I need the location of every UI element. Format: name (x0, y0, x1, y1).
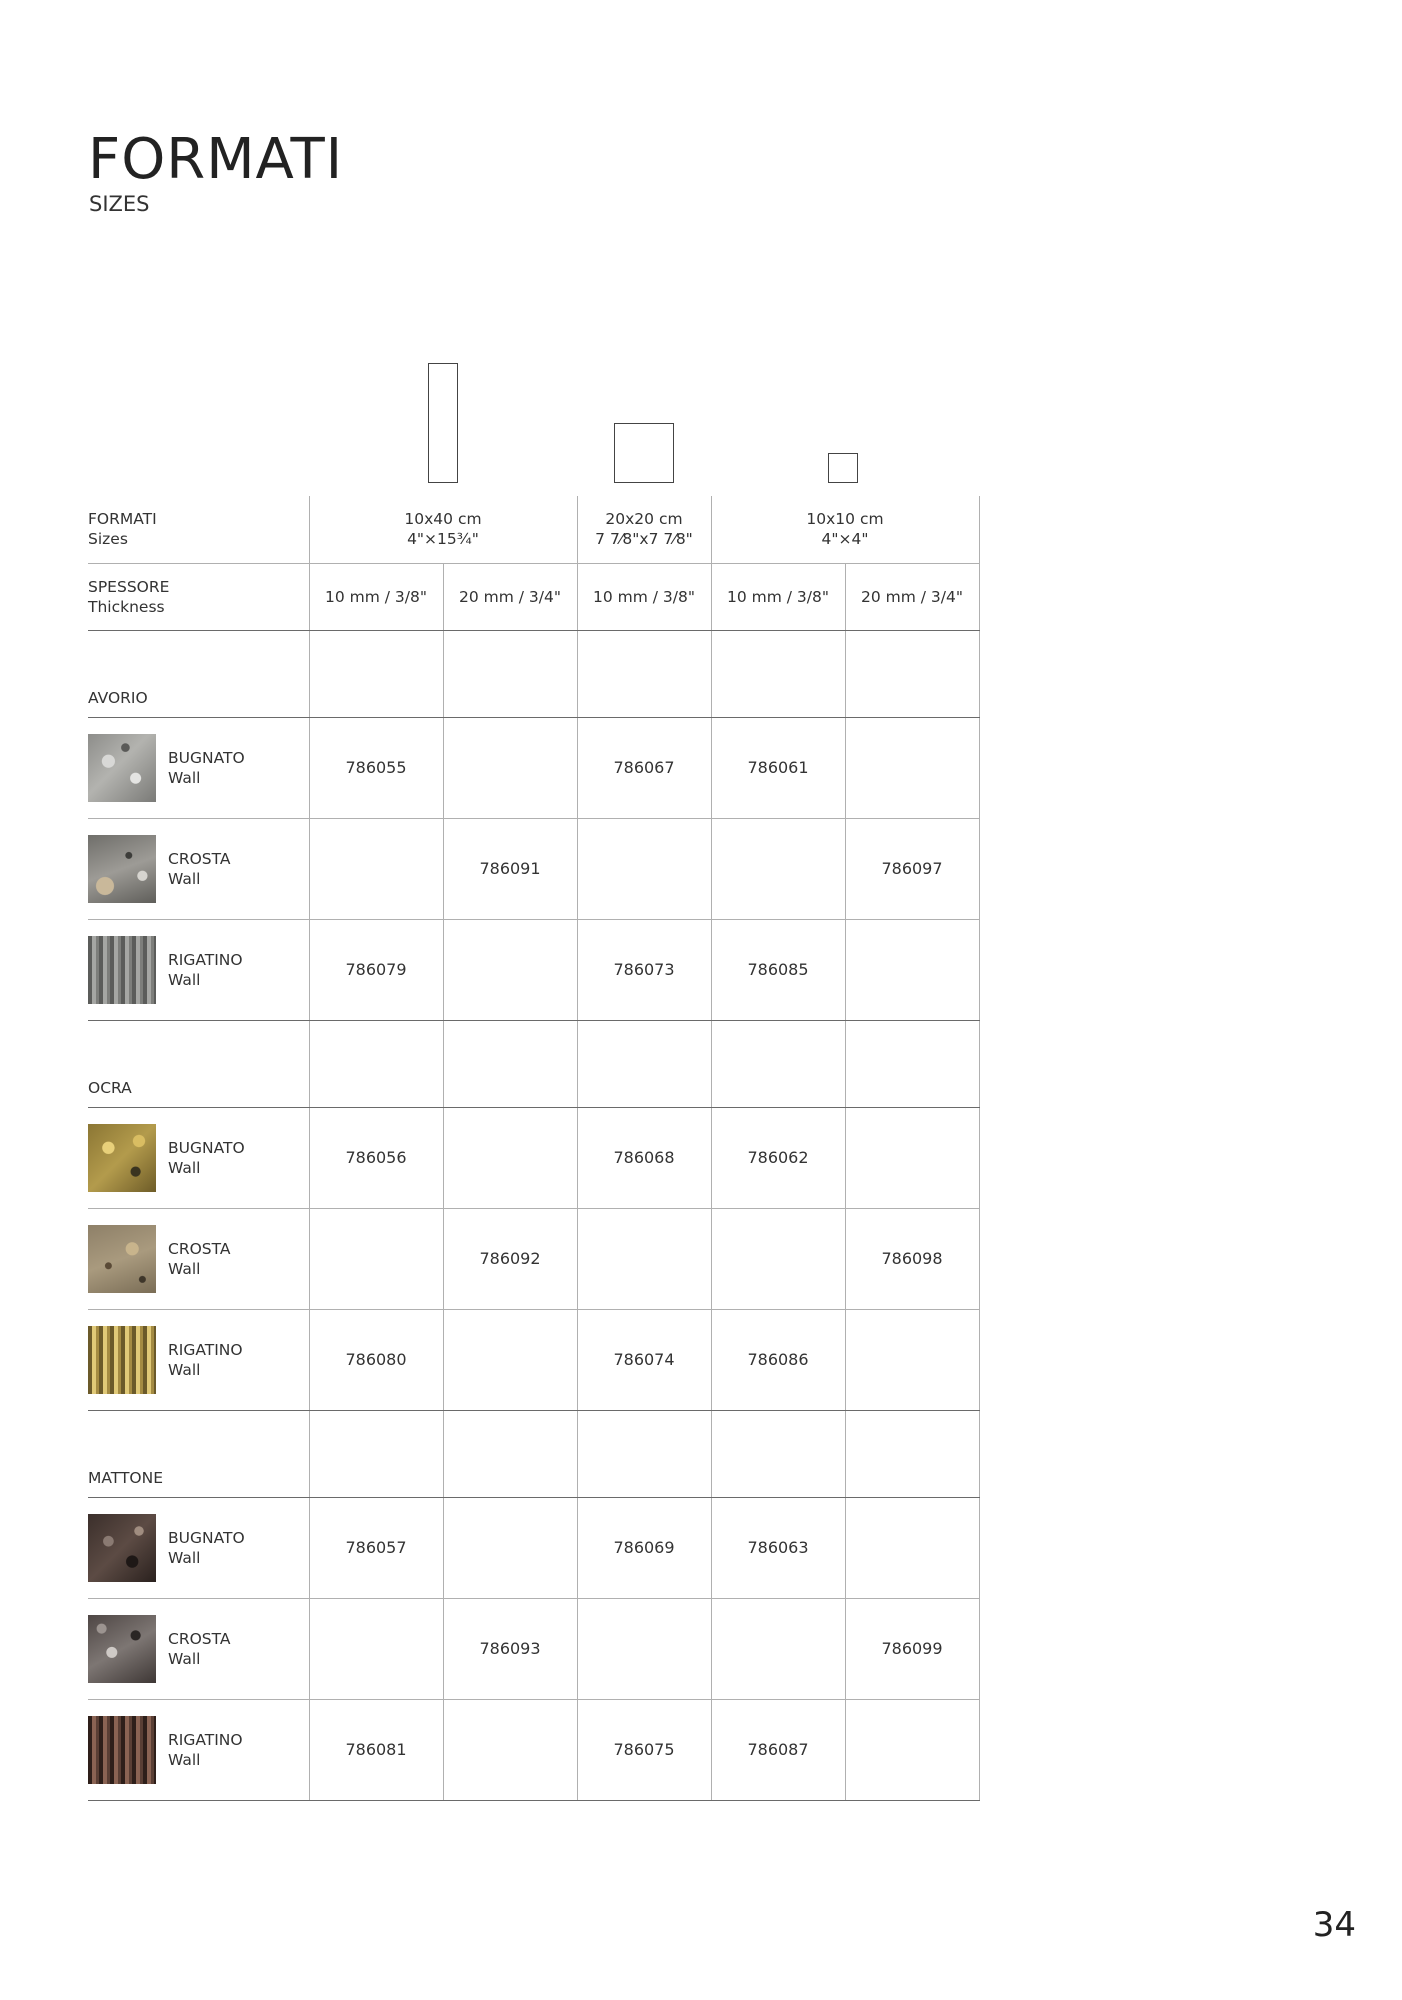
product-code: 786075 (577, 1699, 711, 1800)
product-code: 786057 (309, 1497, 443, 1598)
product-sub: Wall (168, 1158, 201, 1177)
product-code: 786079 (309, 919, 443, 1020)
thickness-cell: 10 mm / 3/8" (711, 563, 845, 630)
empty-cell (309, 1020, 443, 1107)
table-row (88, 818, 979, 919)
group-label: AVORIO (88, 630, 309, 717)
group-label: MATTONE (88, 1410, 309, 1497)
formats-label-cell (88, 496, 309, 563)
thickness-cell: 20 mm / 3/4" (443, 563, 577, 630)
product-name: BUGNATO (168, 1138, 245, 1157)
empty-cell (845, 630, 979, 717)
product-swatch (88, 1326, 156, 1394)
product-code: 786068 (577, 1107, 711, 1208)
empty-cell (309, 1410, 443, 1497)
format-shape-20x20 (614, 423, 674, 483)
product-name: RIGATINO (168, 1730, 243, 1749)
product-code (443, 1699, 577, 1800)
product-code: 786067 (577, 717, 711, 818)
table-row (88, 1107, 979, 1208)
product-cell (88, 818, 309, 919)
product-code (443, 1309, 577, 1410)
format-shape-10x10 (828, 453, 858, 483)
product-code: 786061 (711, 717, 845, 818)
product-cell (88, 1208, 309, 1309)
product-code: 786080 (309, 1309, 443, 1410)
product-swatch (88, 734, 156, 802)
empty-cell (711, 630, 845, 717)
table-row (88, 1208, 979, 1309)
thickness-cell: 10 mm / 3/8" (309, 563, 443, 630)
product-sub: Wall (168, 1750, 201, 1769)
product-code (711, 1208, 845, 1309)
product-swatch (88, 1615, 156, 1683)
product-sub: Wall (168, 1649, 201, 1668)
product-cell (88, 1699, 309, 1800)
thickness-sublabel: Thickness (88, 597, 165, 616)
sizes-table (88, 496, 980, 1801)
product-name: RIGATINO (168, 950, 243, 969)
table-row (88, 1497, 979, 1598)
product-code (845, 1497, 979, 1598)
table-row (88, 1598, 979, 1699)
product-code (845, 1107, 979, 1208)
product-code: 786091 (443, 818, 577, 919)
product-name: RIGATINO (168, 1340, 243, 1359)
format-shape-10x40 (428, 363, 458, 483)
thickness-cell: 20 mm / 3/4" (845, 563, 979, 630)
format-metric: 10x40 cm (404, 510, 482, 529)
product-code: 786085 (711, 919, 845, 1020)
page-number: 34 (1312, 1905, 1356, 1945)
format-imperial: 7 7⁄8"x7 7⁄8" (595, 530, 693, 549)
product-sub: Wall (168, 1548, 201, 1567)
product-name: CROSTA (168, 1239, 231, 1258)
product-code (845, 919, 979, 1020)
product-code (577, 1598, 711, 1699)
product-cell (88, 1309, 309, 1410)
group-row (88, 630, 979, 717)
format-metric: 20x20 cm (605, 510, 683, 529)
product-code (443, 919, 577, 1020)
product-code: 786087 (711, 1699, 845, 1800)
product-name: BUGNATO (168, 1528, 245, 1547)
group-row (88, 1020, 979, 1107)
table-row (88, 1309, 979, 1410)
empty-cell (577, 630, 711, 717)
table-row (88, 919, 979, 1020)
product-code: 786062 (711, 1107, 845, 1208)
format-imperial: 4"×15¾" (407, 530, 479, 549)
format-header-10x40 (309, 496, 577, 563)
product-name: CROSTA (168, 849, 231, 868)
product-sub: Wall (168, 970, 201, 989)
empty-cell (443, 1410, 577, 1497)
empty-cell (577, 1410, 711, 1497)
page-subtitle: SIZES (89, 192, 150, 216)
product-code: 786073 (577, 919, 711, 1020)
product-sub: Wall (168, 1259, 201, 1278)
product-code (309, 1208, 443, 1309)
product-swatch (88, 835, 156, 903)
product-cell (88, 1107, 309, 1208)
product-code (309, 1598, 443, 1699)
product-swatch (88, 1514, 156, 1582)
product-code (443, 1107, 577, 1208)
empty-cell (443, 630, 577, 717)
page-title: FORMATI (88, 127, 344, 192)
group-label: OCRA (88, 1020, 309, 1107)
thickness-label: SPESSORE (88, 577, 170, 596)
product-code: 786081 (309, 1699, 443, 1800)
table-row (88, 717, 979, 818)
empty-cell (577, 1020, 711, 1107)
product-swatch (88, 936, 156, 1004)
format-header-20x20 (577, 496, 711, 563)
product-code (443, 717, 577, 818)
product-code (711, 818, 845, 919)
product-name: CROSTA (168, 1629, 231, 1648)
formats-header-row (88, 496, 979, 563)
product-cell (88, 919, 309, 1020)
product-code (577, 818, 711, 919)
empty-cell (309, 630, 443, 717)
product-code (711, 1598, 845, 1699)
product-code: 786055 (309, 717, 443, 818)
product-code: 786097 (845, 818, 979, 919)
thickness-header-row (88, 563, 979, 630)
product-code: 786099 (845, 1598, 979, 1699)
product-code (845, 717, 979, 818)
format-imperial: 4"×4" (821, 530, 869, 549)
format-metric: 10x10 cm (806, 510, 884, 529)
table-row (88, 1699, 979, 1800)
thickness-cell: 10 mm / 3/8" (577, 563, 711, 630)
product-code: 786056 (309, 1107, 443, 1208)
product-swatch (88, 1124, 156, 1192)
product-code: 786063 (711, 1497, 845, 1598)
product-sub: Wall (168, 869, 201, 888)
empty-cell (845, 1020, 979, 1107)
format-header-10x10 (711, 496, 979, 563)
product-code: 786092 (443, 1208, 577, 1309)
product-code: 786098 (845, 1208, 979, 1309)
product-cell (88, 1497, 309, 1598)
product-code (845, 1309, 979, 1410)
product-name: BUGNATO (168, 748, 245, 767)
product-cell (88, 1598, 309, 1699)
product-sub: Wall (168, 768, 201, 787)
empty-cell (443, 1020, 577, 1107)
formats-sublabel: Sizes (88, 530, 128, 549)
product-code (845, 1699, 979, 1800)
product-code: 786086 (711, 1309, 845, 1410)
product-swatch (88, 1716, 156, 1784)
group-row (88, 1410, 979, 1497)
empty-cell (845, 1410, 979, 1497)
product-code: 786093 (443, 1598, 577, 1699)
empty-cell (711, 1410, 845, 1497)
empty-cell (711, 1020, 845, 1107)
product-code (577, 1208, 711, 1309)
product-code: 786069 (577, 1497, 711, 1598)
thickness-label-cell (88, 563, 309, 630)
product-cell (88, 717, 309, 818)
product-code (443, 1497, 577, 1598)
product-code (309, 818, 443, 919)
product-code: 786074 (577, 1309, 711, 1410)
product-sub: Wall (168, 1360, 201, 1379)
formats-label: FORMATI (88, 510, 157, 529)
product-swatch (88, 1225, 156, 1293)
